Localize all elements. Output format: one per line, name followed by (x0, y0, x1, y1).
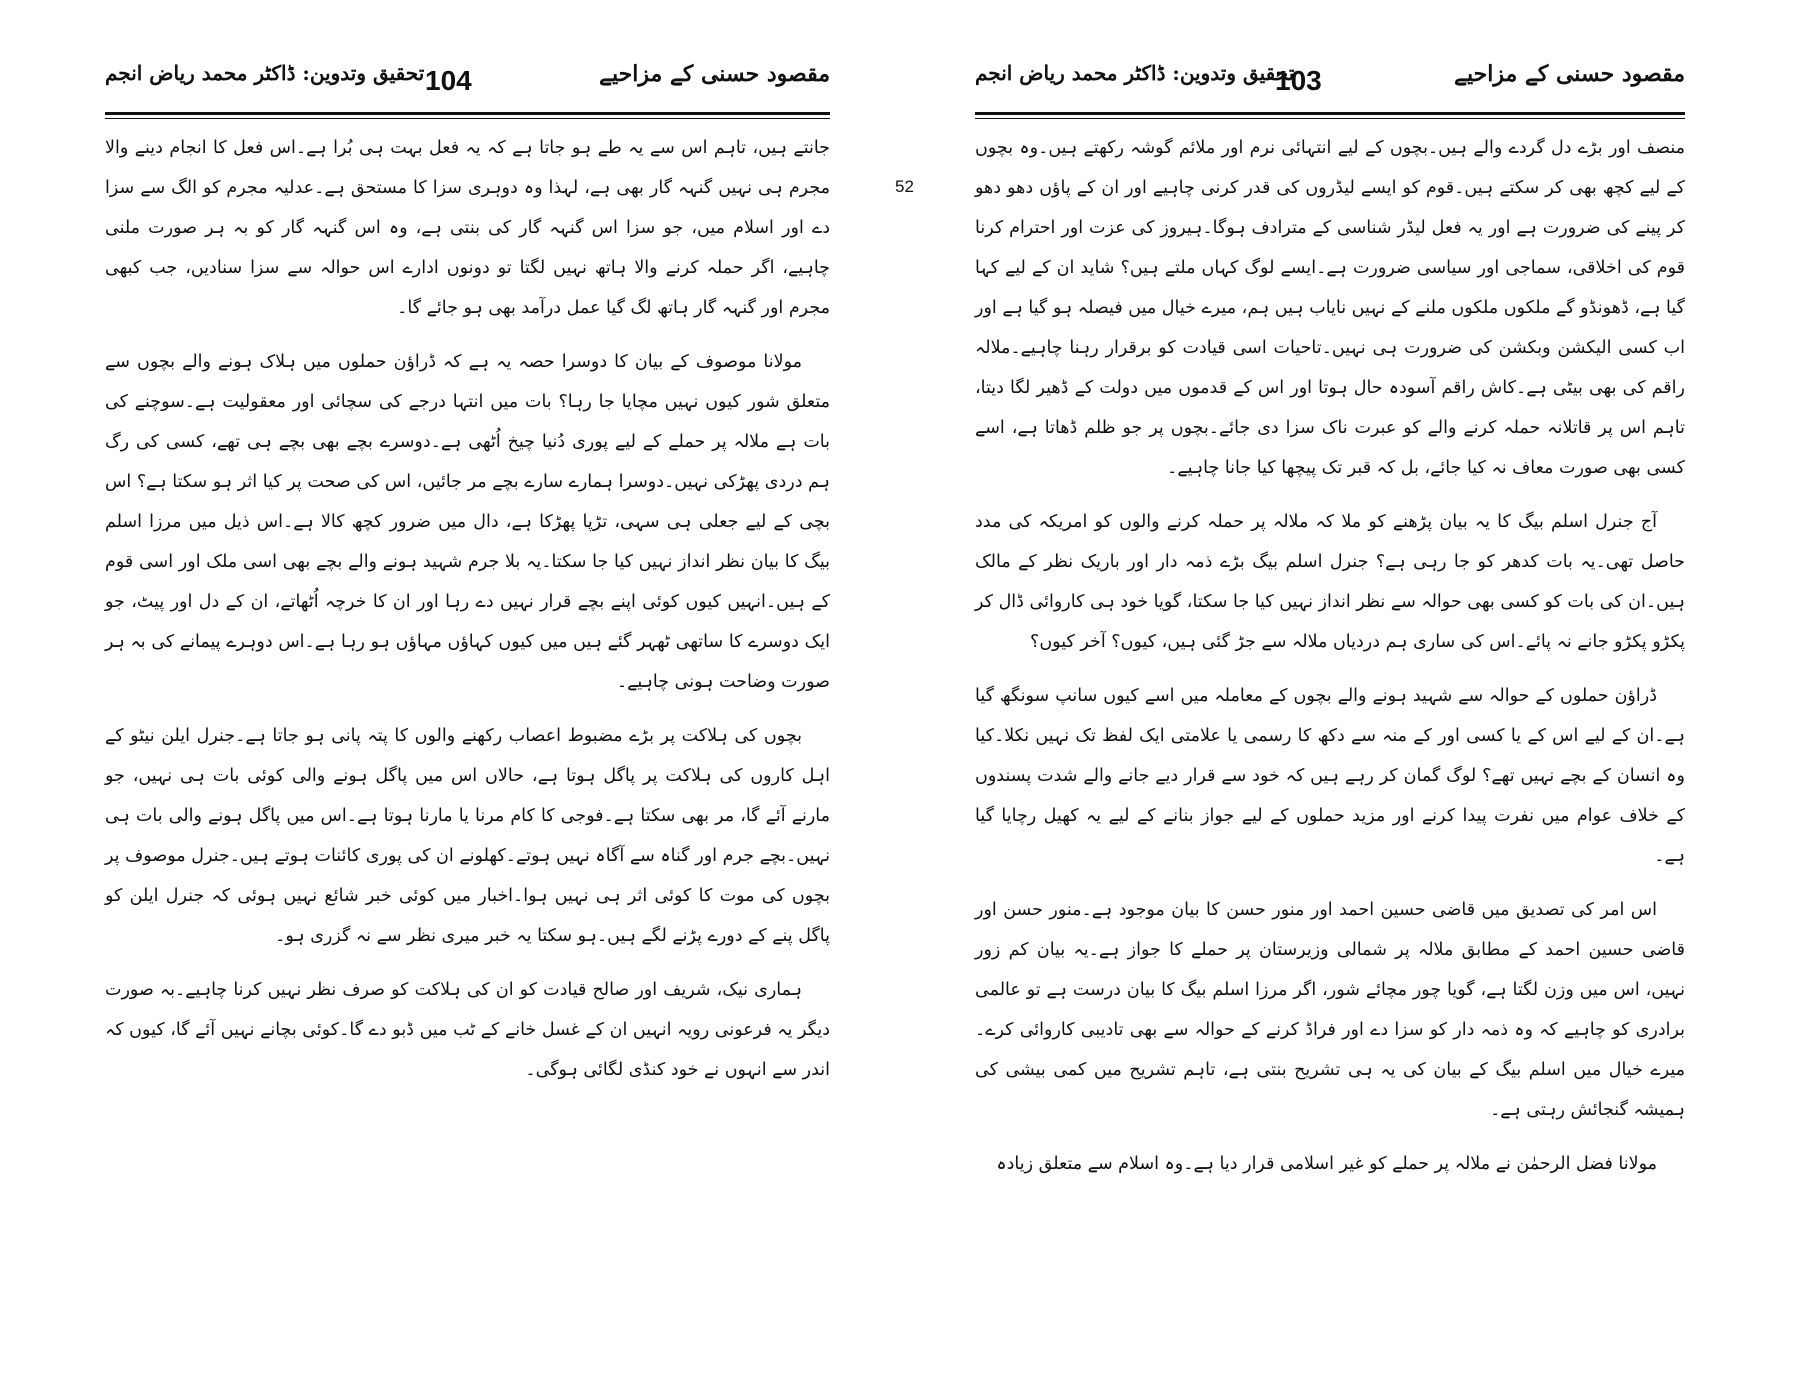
paragraph: بچوں کی ہلاکت پر بڑے مضبوط اعصاب رکھنے والوں کا پتہ پانی ہو جاتا ہے۔جنرل ایلن نیٹو کے اہل کاروں کی ہلاکت پر پاگل ہوتا ہے، حالاں اس میں پاگل ہونے والی کوئی بات ہی نہیں، جو مارنے آئے گا، مر بھی سکتا ہے۔فوجی کا کام مرنا یا مارنا ہوتا ہے۔اس میں پاگل ہونے والی بات ہی نہیں۔بچے جرم اور گناہ سے آگاہ نہیں ہوتے۔کھلونے ان کی پوری کائنات ہوتے ہیں۔جنرل موصوف پر بچوں کی موت کا کوئی اثر ہی نہیں ہوا۔اخبار میں کوئی خبر شائع نہیں ہوئی کہ جنرل ایلن کو پاگل پنے کے دورے پڑنے لگے ہیں۔ہو سکتا یہ خبر میری نظر سے نہ گزری ہو۔ (105, 726, 830, 946)
running-title: مقصود حسنی کے مزاحیے (599, 61, 830, 87)
author-credit: تحقیق وتدوین: ڈاکٹر محمد ریاض انجم (105, 61, 425, 85)
header-rule-thin (975, 118, 1685, 119)
header-rule-thick (105, 112, 830, 115)
running-title: مقصود حسنی کے مزاحیے (1454, 61, 1685, 87)
page-number: 103 (1275, 65, 1322, 96)
paragraph: مولانا فضل الرحمٰن نے ملالہ پر حملے کو غیر اسلامی قرار دیا ہے۔وہ اسلام سے متعلق زیادہ (996, 1154, 1657, 1174)
paragraph: آج جنرل اسلم بیگ کا یہ بیان پڑھنے کو ملا کہ ملالہ پر حملہ کرنے والوں کو امریکہ کی مدد حاصل تھی۔یہ بات کدھر کو جا رہی ہے؟ جنرل اسلم بیگ بڑے ذمہ دار اور باریک نظر کے مالک ہیں۔ان کی بات کو کسی بھی حوالہ سے نظر انداز نہیں کیا جا سکتا، گویا خود ہی کاروائی ڈال کر پکڑو پکڑو جانے نہ پائے۔اس کی ساری ہم دردیاں ملالہ سے جڑ گئی ہیں، کیوں؟ آخر کیوں؟ (975, 512, 1685, 652)
author-credit: تحقیق وتدوین: ڈاکٹر محمد ریاض انجم (975, 61, 1295, 85)
margin-number: 52 (895, 177, 914, 196)
paragraph: مولانا موصوف کے بیان کا دوسرا حصہ یہ ہے کہ ڈراؤن حملوں میں ہلاک ہونے والے بچوں سے متعلق شور کیوں نہیں مچایا جا رہا؟ بات میں انتہا درجے کی سچائی اور معقولیت ہے۔سوچنے کی بات ہے ملالہ پر حملے کے لیے پوری دُنیا چیخ اُٹھی ہے۔دوسرے بچے بھی بچے ہی تھے، کسی کی رگ ہم دردی پھڑکی نہیں۔دوسرا ہمارے سارے بچے مر جائیں، اس کی صحت پر کیا اثر ہو سکتا ہے؟ اس بچی کے لیے جعلی ہی سہی، تڑپا پھڑکا ہے، دال میں ضرور کچھ کالا ہے۔اس ذیل میں مرزا اسلم بیگ کا بیان نظر انداز نہیں کیا جا سکتا۔یہ بلا جرم شہید ہونے والے بچے بھی اسی ملک اور اسی قوم کے ہیں۔انہیں کیوں کوئی اپنے بچے قرار نہیں دے رہا اور ان کا خرچہ اُٹھاتے، ان کے دل اور پیٹ، جو ایک دوسرے کا ساتھی ٹھہر گئے ہیں میں کیوں کہاؤں مہاؤں ہو رہا ہے۔اس دوہرے پیمانے کی بہ ہر صورت وضاحت ہونی چاہیے۔ (105, 352, 830, 692)
paragraph: ڈراؤن حملوں کے حوالہ سے شہید ہونے والے بچوں کے معاملہ میں اسے کیوں سانپ سونگھ گیا ہے۔ان کے لیے اس کے یا کسی اور کے منہ سے دکھ کا رسمی یا علامتی ایک لفظ تک نہیں نکلا۔کیا وہ انسان کے بچے نہیں تھے؟ لوگ گمان کر رہے ہیں کہ خود سے قرار دیے جانے والے شدت پسندوں کے خلاف عوام میں نفرت پیدا کرنے اور مزید حملوں کے لیے جواز بنانے کے لیے یہ کھیل رچایا گیا ہے۔ (975, 686, 1685, 866)
page-header (975, 55, 1685, 110)
header-rule-thick (975, 112, 1685, 115)
page-body (975, 128, 1685, 1198)
paragraph: ہماری نیک، شریف اور صالح قیادت کو ان کی ہلاکت کو صرف نظر نہیں کرنا چاہیے۔بہ صورت دیگر یہ فرعونی رویہ انہیں ان کے غسل خانے کے ٹب میں ڈبو دے گا۔کوئی بچانے نہیں آئے گا، کیوں کہ اندر سے انہوں نے خود کنڈی لگائی ہوگی۔ (105, 980, 830, 1080)
paragraph: اس امر کی تصدیق میں قاضی حسین احمد اور منور حسن کا بیان موجود ہے۔منور حسن اور قاضی حسین احمد کے مطابق ملالہ پر شمالی وزیرستان پر حملے کا جواز ہے۔یہ بیان کم زور نہیں، اس میں وزن لگتا ہے، گویا چور مچائے شور، اگر مرزا اسلم بیگ کا بیان درست ہے تو عالمی برادری کو چاہیے کہ وہ ذمہ دار کو سزا دے اور فراڈ کرنے کے حوالہ سے بھی تادیبی کاروائی کرے۔میرے خیال میں اسلم بیگ کے بیان کی یہ ہی تشریح بنتی ہے، تاہم تشریح میں کمی بیشی کی ہمیشہ گنجائش رہتی ہے۔ (975, 900, 1685, 1120)
header-rule-thin (105, 118, 830, 119)
page-header (105, 55, 830, 110)
page-body (105, 128, 830, 1104)
page-number: 104 (425, 65, 472, 96)
paragraph: جانتے ہیں، تاہم اس سے یہ طے ہو جاتا ہے کہ یہ فعل بہت ہی بُرا ہے۔اس فعل کا انجام دینے والا مجرم ہی نہیں گنہہ گار بھی ہے، لہذا وہ دوہری سزا کا مستحق ہے۔عدلیہ مجرم کو الگ سے سزا دے اور اسلام میں، جو سزا اس گنہہ گار کی بنتی ہے، وہ اس گنہہ گار کو بہ ہر صورت ملنی چاہیے، اگر حملہ کرنے والا ہاتھ نہیں لگتا تو دونوں ادارے اس حوالہ سے سزا سنادیں، جب کبھی مجرم اور گنہہ گار ہاتھ لگ گیا عمل درآمد بھی ہو جائے گا۔ (105, 138, 830, 318)
paragraph: منصف اور بڑے دل گردے والے ہیں۔بچوں کے لیے انتہائی نرم اور ملائم گوشہ رکھتے ہیں۔وہ بچوں کے لیے کچھ بھی کر سکتے ہیں۔قوم کو ایسے لیڈروں کی قدر کرنی چاہیے اور ان کے پاؤں دھو دھو کر پینے کی ضرورت ہے اور یہ فعل لیڈر شناسی کے مترادف ہوگا۔ہیروز کی عزت اور احترام کرنا قوم کی اخلاقی، سماجی اور سیاسی ضرورت ہے۔ایسے لوگ کہاں ملتے ہیں؟ شاید ان کے لیے کہا گیا ہے، ڈھونڈو گے ملکوں ملکوں ملنے کے نہیں نایاب ہیں ہم، میرے خیال میں فیصلہ ہو گیا ہے اور اب کسی الیکشن وبکشن کی ضرورت ہی نہیں۔تاحیات اسی قیادت کو برقرار رہنا چاہیے۔ملالہ راقم کی بھی بیٹی ہے۔کاش راقم آسودہ حال ہوتا اور اس کے قدموں میں دولت کے ڈھیر لگا دیتا، تاہم اس پر قاتلانہ حملہ کرنے والے کو عبرت ناک سزا دی جائے۔بچوں پر جو ظلم ڈھاتا ہے، اسے کسی بھی صورت معاف نہ کیا جائے، بل کہ قبر تک پیچھا کیا جانا چاہیے۔ (975, 138, 1685, 478)
